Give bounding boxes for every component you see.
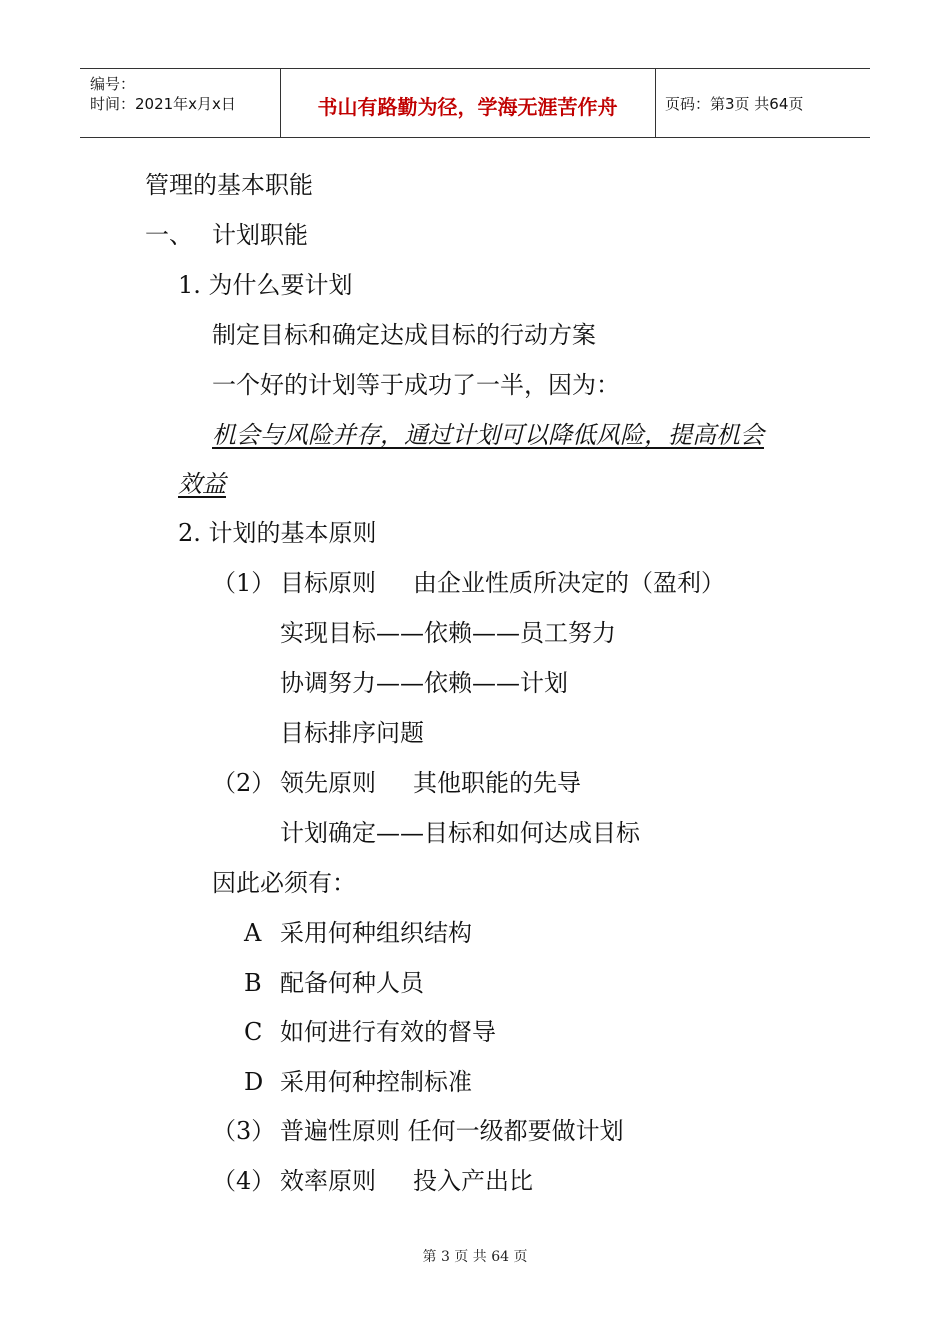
principle-name: 效率原则	[280, 1167, 376, 1195]
list-item: 采用何种控制标准	[280, 1068, 472, 1096]
emphasis-line: 效益	[178, 470, 226, 498]
item-heading: 1. 为什么要计划	[178, 271, 353, 299]
principle-number: （2）	[212, 769, 276, 797]
principle-description: 其他职能的先导	[413, 769, 581, 797]
principle-description: 投入产出比	[413, 1167, 533, 1195]
principle-number: （3）	[212, 1117, 276, 1145]
principle-name: 目标原则	[280, 569, 376, 597]
page-label: 页码：第3页 共64页	[665, 95, 804, 113]
principle-number: （4）	[212, 1167, 276, 1195]
page-footer: 第 3 页 共 64 页	[422, 1249, 528, 1265]
text-line: 协调努力——依赖——计划	[280, 669, 568, 697]
list-letter: A	[244, 919, 262, 947]
text-line: 制定目标和确定达成目标的行动方案	[212, 321, 596, 349]
principle-description: 由企业性质所决定的（盈利）	[413, 569, 725, 597]
date-label: 时间：2021年x月x日	[90, 95, 236, 113]
list-item: 如何进行有效的督导	[280, 1018, 496, 1046]
principle-name: 领先原则	[280, 769, 376, 797]
document-header	[80, 68, 870, 138]
list-item: 配备何种人员	[280, 969, 424, 997]
principle-number: （1）	[212, 569, 276, 597]
item-heading: 2. 计划的基本原则	[178, 519, 377, 547]
header-divider	[655, 69, 656, 137]
list-letter: B	[244, 969, 262, 997]
list-letter: D	[244, 1068, 264, 1096]
text-line: 一个好的计划等于成功了一半，因为：	[212, 371, 620, 399]
emphasis-line: 机会与风险并存，通过计划可以降低风险，提高机会	[212, 421, 764, 449]
text-line: 计划确定——目标和如何达成目标	[280, 819, 640, 847]
principle-text: 普遍性原则 任何一级都要做计划	[280, 1117, 624, 1145]
page-title: 管理的基本职能	[145, 171, 313, 199]
section-heading: 计划职能	[212, 221, 308, 249]
text-line: 实现目标——依赖——员工努力	[280, 619, 616, 647]
text-line: 目标排序问题	[280, 719, 424, 747]
list-item: 采用何种组织结构	[280, 919, 472, 947]
section-number: 一、	[145, 221, 193, 249]
number-label: 编号：	[90, 75, 136, 93]
header-motto: 书山有路勤为径，学海无涯苦作舟	[317, 95, 618, 119]
list-letter: C	[244, 1018, 263, 1046]
text-line: 因此必须有：	[212, 869, 356, 897]
